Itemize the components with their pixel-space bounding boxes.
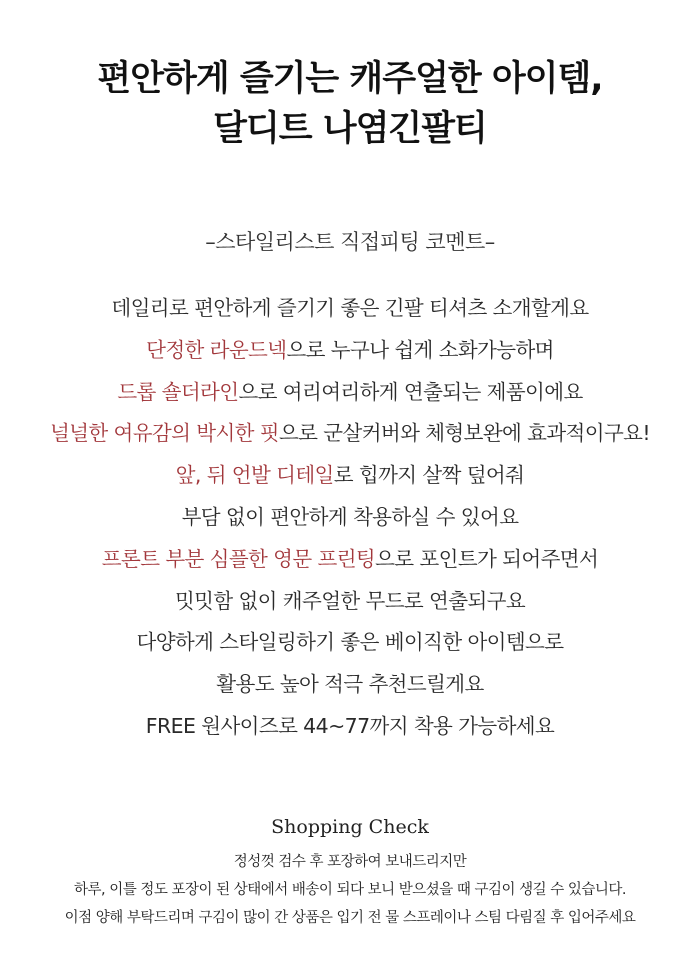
comment-text: 으로 누구나 쉽게 소화가능하며 (286, 337, 554, 362)
comment-line (0, 497, 700, 539)
comment-text: 으로 군살커버와 체형보완에 효과적이구요! (278, 421, 650, 446)
shopping-check-notes (0, 848, 700, 932)
shopping-check-title: Shopping Check (271, 816, 429, 838)
comment-highlight: 앞, 뒤 언발 디테일 (175, 463, 334, 488)
shopping-check-note: 정성껏 검수 후 포장하여 보내드리지만 (233, 854, 467, 870)
comment-line (0, 330, 700, 372)
comment-line (0, 288, 700, 330)
shopping-check-note: 하루, 이틀 정도 포장이 된 상태에서 배송이 되다 보니 받으셨을 때 구김이 생길 수 있습니다. (74, 882, 626, 898)
comment-line (0, 664, 700, 706)
comment-line (0, 372, 700, 414)
comment-line (0, 455, 700, 497)
comment-line (0, 539, 700, 581)
comment-text: 다양하게 스타일링하기 좋은 베이직한 아이템으로 (136, 630, 564, 655)
comment-highlight: 드롭 숄더라인 (117, 379, 239, 404)
product-title-line-2: 달디트 나염긴팔티 (213, 109, 487, 149)
comment-text: 으로 포인트가 되어주면서 (375, 546, 599, 571)
comment-line (0, 581, 700, 623)
comment-line (0, 706, 700, 748)
comment-highlight: 프론트 부분 심플한 영문 프린팅 (101, 546, 376, 571)
comment-text: 밋밋함 없이 캐주얼한 무드로 연출되구요 (174, 588, 526, 613)
comment-text: 부담 없이 편안하게 착용하실 수 있어요 (181, 504, 519, 529)
product-title-line-1: 편안하게 즐기는 캐주얼한 아이템, (97, 59, 603, 99)
comment-highlight: 널널한 여유감의 박시한 핏 (49, 421, 279, 446)
product-title (0, 54, 700, 154)
comment-text: 으로 여리여리하게 연출되는 제품이에요 (238, 379, 583, 404)
comment-text: 활용도 높아 적극 추천드릴게요 (216, 672, 484, 697)
comment-line (0, 413, 700, 455)
comment-text: 로 힙까지 살짝 덮어줘 (333, 463, 525, 488)
stylist-comment-list (0, 288, 700, 748)
comment-text: FREE 원사이즈로 44~77까지 착용 가능하세요 (145, 713, 555, 738)
comment-line (0, 622, 700, 664)
comment-highlight: 단정한 라운드넥 (146, 337, 287, 362)
comment-text: 데일리로 편안하게 즐기기 좋은 긴팔 티셔츠 소개할게요 (111, 296, 589, 320)
stylist-comment-heading: –스타일리스트 직접피팅 코멘트– (205, 230, 495, 254)
shopping-check-note: 이점 양해 부탁드리며 구김이 많이 간 상품은 입기 전 물 스프레이나 스팀 다림질 후 입어주세요 (64, 910, 636, 926)
